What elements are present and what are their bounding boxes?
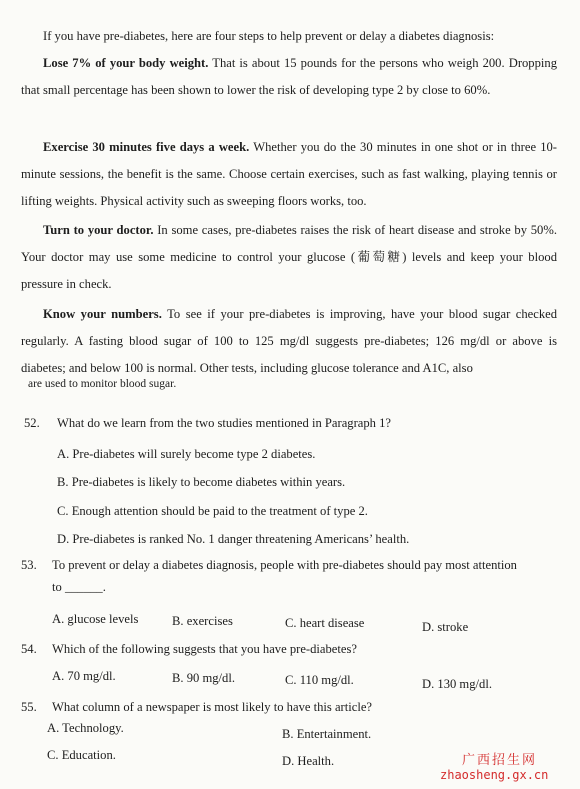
paragraph-2-lead: Exercise 30 minutes five days a week. bbox=[43, 140, 250, 154]
question-number: 53. bbox=[21, 558, 37, 572]
option-53-b: B. exercises bbox=[172, 614, 233, 628]
option-54-a: A. 70 mg/dl. bbox=[52, 669, 116, 683]
option-55-a: A. Technology. bbox=[47, 721, 124, 735]
watermark-site-url: zhaosheng.gx.cn bbox=[440, 768, 549, 782]
question-53-continuation: to ______. bbox=[52, 580, 106, 594]
question-stem: To prevent or delay a diabetes diagnosis, people with pre-diabetes should pay most attention bbox=[52, 558, 517, 572]
option-52-d: D. Pre-diabetes is ranked No. 1 danger threatening Americans’ health. bbox=[57, 532, 410, 546]
question-stem: Which of the following suggests that you have pre-diabetes? bbox=[52, 642, 357, 656]
paragraph-1-lead: Lose 7% of your body weight. bbox=[43, 56, 209, 70]
passage-intro: If you have pre-diabetes, here are four steps to help prevent or delay a diabetes diagnosis: bbox=[43, 29, 495, 43]
paragraph-4-body: To see if your pre-diabetes is improving, have your blood sugar checked regularly. A fasting blood sugar of 100 to 125 mg/dl suggests pre-diabetes; 126 mg/dl or above is diabetes; and below 100 is normal. Other tests, including glucose tolerance and A1C, also bbox=[21, 307, 557, 375]
option-53-a: A. glucose levels bbox=[52, 612, 139, 626]
question-stem: What do we learn from the two studies mentioned in Paragraph 1? bbox=[57, 416, 391, 430]
option-55-c: C. Education. bbox=[47, 748, 116, 762]
paragraph-3-lead: Turn to your doctor. bbox=[43, 223, 154, 237]
paragraph-1-body: That is about 15 pounds for the persons who weigh 200. Dropping that small percentage has been shown to lower the risk of developing type 2 by close to 60%. bbox=[21, 56, 557, 97]
option-55-d: D. Health. bbox=[282, 754, 335, 768]
paragraph-4-tail: are used to monitor blood sugar. bbox=[28, 378, 177, 390]
option-54-c: C. 110 mg/dl. bbox=[285, 673, 354, 687]
option-54-b: B. 90 mg/dl. bbox=[172, 671, 235, 685]
option-53-d: D. stroke bbox=[422, 620, 469, 634]
passage-paragraph-2 bbox=[21, 134, 557, 215]
passage-paragraph-3 bbox=[21, 217, 557, 298]
question-stem: What column of a newspaper is most likely to have this article? bbox=[52, 700, 372, 714]
question-number: 52. bbox=[24, 416, 40, 430]
passage-paragraph-1 bbox=[21, 50, 557, 104]
question-number: 54. bbox=[21, 642, 37, 656]
option-55-b: B. Entertainment. bbox=[282, 727, 372, 741]
option-52-b: B. Pre-diabetes is likely to become diabetes within years. bbox=[57, 475, 346, 489]
option-52-a: A. Pre-diabetes will surely become type 2 diabetes. bbox=[57, 447, 316, 461]
option-54-d: D. 130 mg/dl. bbox=[422, 677, 492, 691]
paragraph-4-lead: Know your numbers. bbox=[43, 307, 162, 321]
option-52-c: C. Enough attention should be paid to the treatment of type 2. bbox=[57, 504, 368, 518]
paragraph-3-body: In some cases, pre-diabetes raises the risk of heart disease and stroke by 50%. Your doctor may use some medicine to control your glucose (葡萄糖) levels and keep your blood pressure in check. bbox=[21, 223, 557, 291]
paragraph-2-body: Whether you do the 30 minutes in one shot or in three 10-minute sessions, the benefit is the same. Choose certain exercises, such as fast walking, playing tennis or lifting weights. Physical activity such as sweeping floors works, too. bbox=[21, 140, 557, 208]
passage-paragraph-4 bbox=[21, 301, 557, 382]
watermark-site-name: 广西招生网 bbox=[462, 753, 538, 768]
option-53-c: C. heart disease bbox=[285, 616, 365, 630]
question-number: 55. bbox=[21, 700, 37, 714]
